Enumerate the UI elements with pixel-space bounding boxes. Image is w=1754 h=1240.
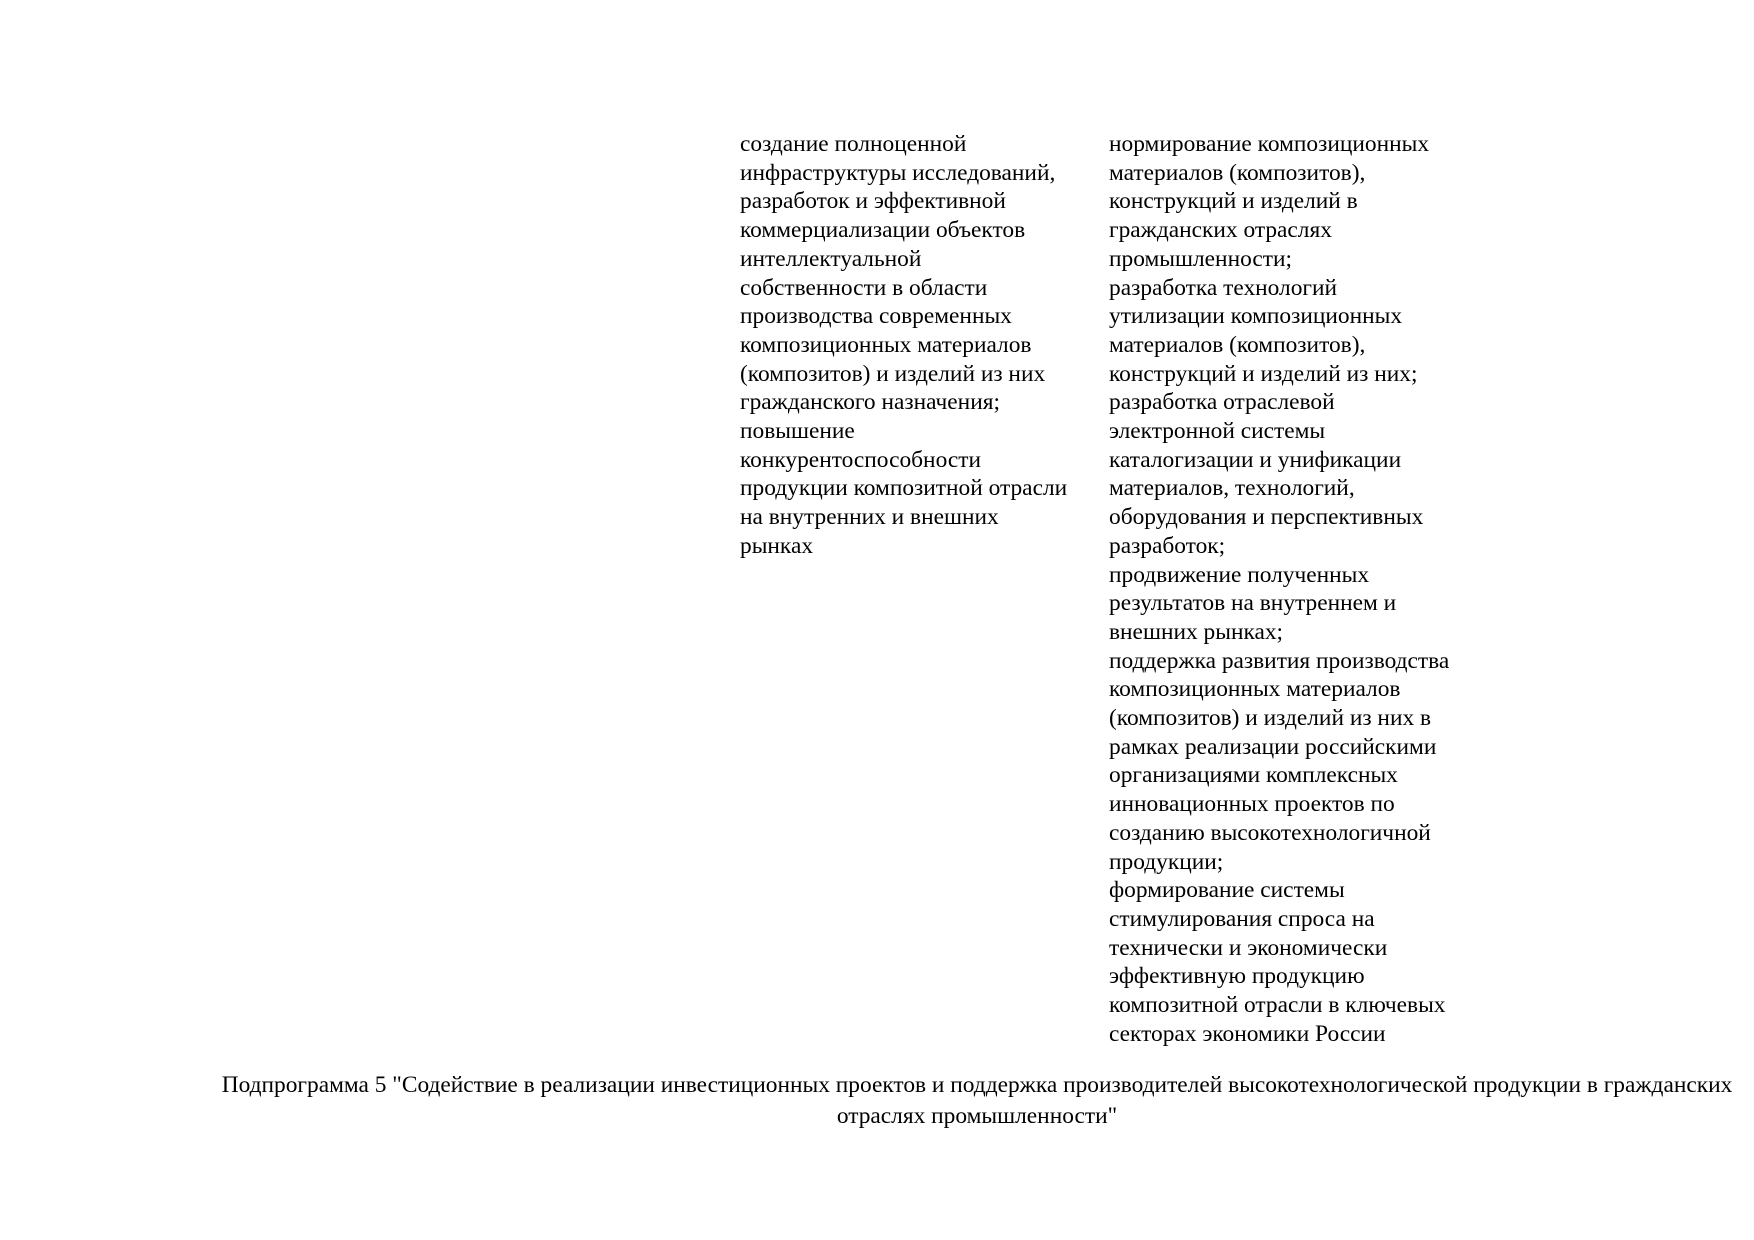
tasks-line: оборудования и перспективных xyxy=(1109,504,1424,531)
tasks-line: нормирование композиционных xyxy=(1109,131,1430,157)
tasks-line: промышленности; xyxy=(1109,245,1292,272)
tasks-line: разработка отраслевой xyxy=(1109,389,1335,416)
tasks-line: секторах экономики России xyxy=(1109,1020,1386,1047)
tasks-line: материалов (композитов), xyxy=(1109,331,1366,358)
goals-line: (композитов) и изделий из них xyxy=(740,360,1046,387)
goals-line: создание полноценной xyxy=(740,131,967,157)
tasks-line: композитной отрасли в ключевых xyxy=(1109,992,1446,1019)
tasks-line: материалов, технологий, xyxy=(1109,475,1355,502)
goals-line: продукции композитной отрасли xyxy=(740,475,1068,502)
tasks-line: рамках реализации российскими xyxy=(1109,733,1437,760)
tasks-line: разработка технологий xyxy=(1109,274,1338,301)
tasks-line: поддержка развития производства xyxy=(1109,647,1450,674)
tasks-line: формирование системы xyxy=(1109,877,1345,904)
tasks-column xyxy=(1109,130,1449,1049)
goals-line: композиционных материалов xyxy=(740,331,1032,358)
tasks-line: продвижение полученных xyxy=(1109,561,1370,588)
subprogram-heading-line: отраслях промышленности" xyxy=(836,1103,1118,1129)
goals-line: рынках xyxy=(740,532,814,559)
goals-line: инфраструктуры исследований, xyxy=(740,159,1056,186)
goals-column xyxy=(740,130,1067,561)
tasks-line: продукции; xyxy=(1109,848,1224,875)
tasks-line: каталогизации и унификации xyxy=(1109,446,1402,473)
goals-line: повышение xyxy=(740,418,855,445)
tasks-line: инновационных проектов по xyxy=(1109,791,1395,818)
tasks-line: (композитов) и изделий из них в xyxy=(1109,705,1432,732)
goals-line: гражданского назначения; xyxy=(740,389,1000,416)
tasks-line: разработок; xyxy=(1109,532,1226,559)
subprogram-heading-line: Подпрограмма 5 "Содействие в реализации инвестиционных проектов и поддержка производителей высокотехнологической продукции в гражданских xyxy=(221,1072,1733,1098)
tasks-line: созданию высокотехнологичной xyxy=(1109,819,1431,846)
tasks-line: композиционных материалов xyxy=(1109,676,1401,703)
tasks-line: стимулирования спроса на xyxy=(1109,905,1375,932)
tasks-line: технически и экономически xyxy=(1109,934,1388,961)
goals-line: производства современных xyxy=(740,303,1012,330)
tasks-line: гражданских отраслях xyxy=(1109,217,1332,244)
tasks-line: утилизации композиционных xyxy=(1109,303,1403,330)
goals-line: разработок и эффективной xyxy=(740,188,1006,215)
tasks-line: результатов на внутреннем и xyxy=(1109,590,1397,617)
tasks-line: организациями комплексных xyxy=(1109,762,1398,789)
tasks-line: материалов (композитов), xyxy=(1109,159,1366,186)
goals-line: конкурентоспособности xyxy=(740,446,981,473)
goals-line: коммерциализации объектов xyxy=(740,217,1026,244)
goals-line: интеллектуальной xyxy=(740,245,922,272)
tasks-line: электронной системы xyxy=(1109,418,1326,445)
tasks-line: конструкций и изделий из них; xyxy=(1109,360,1418,387)
tasks-line: конструкций и изделий в xyxy=(1109,188,1358,215)
goals-line: на внутренних и внешних xyxy=(740,504,999,531)
subprogram-heading xyxy=(0,1070,1754,1132)
tasks-line: внешних рынках; xyxy=(1109,618,1284,645)
tasks-line: эффективную продукцию xyxy=(1109,963,1365,990)
goals-line: собственности в области xyxy=(740,274,988,301)
